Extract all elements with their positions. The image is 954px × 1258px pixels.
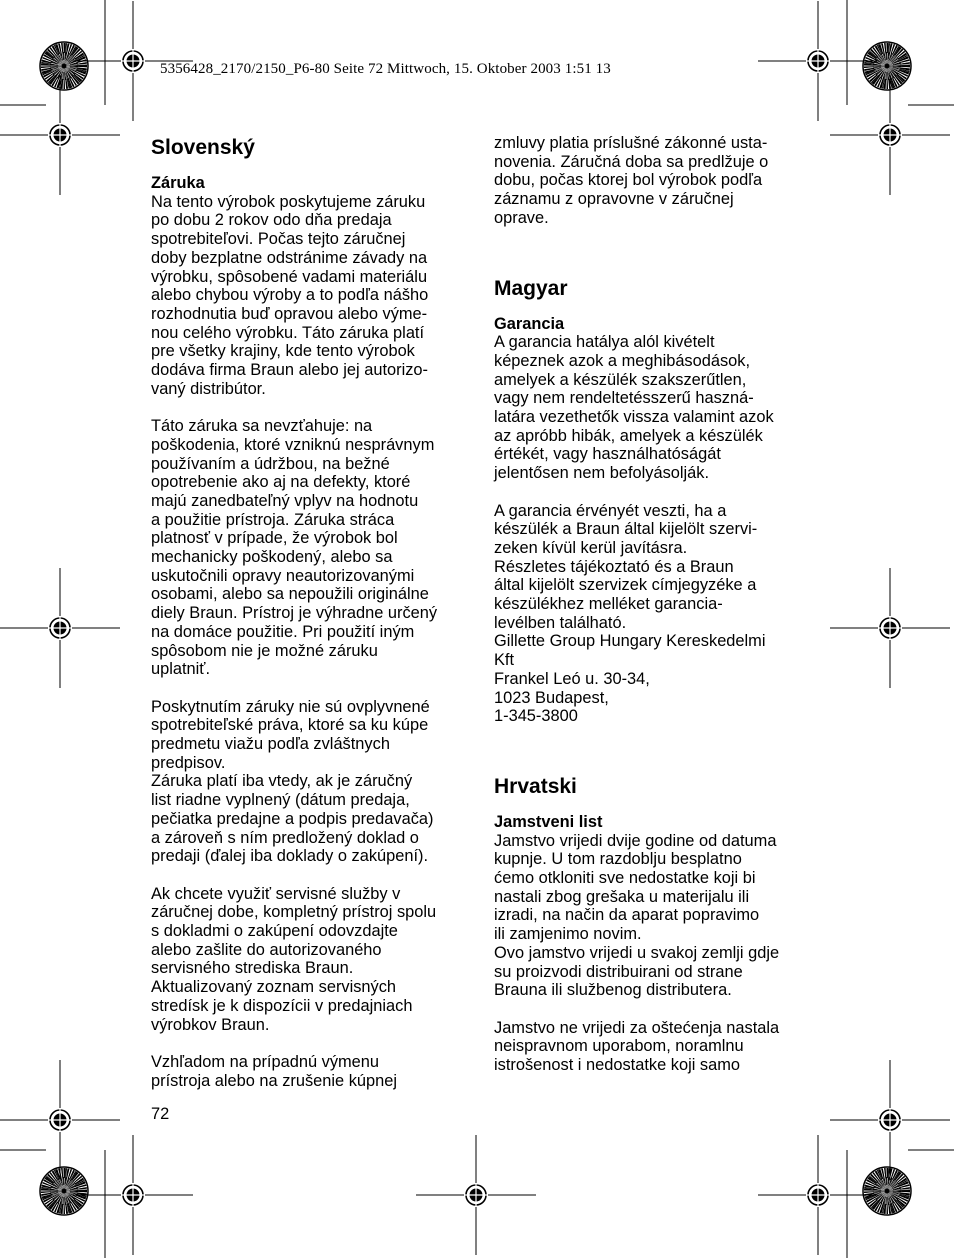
paragraph: Ak chcete využiť servisné služby v záručnej dobe, kompletný prístroj spolu s dokladmi o zakúpení odovzdajte alebo zašlite do autorizovaného servisného strediska Braun. Aktualizovaný zoznam servisných stredísk je k dispozícii v predajniach výrobkov Braun. [151,884,437,1034]
subsection-title-jamstveni-list: Jamstveni list [494,812,603,831]
paragraph: Vzhľadom na prípadnú výmenu prístroja alebo na zrušenie kúpnej [151,1052,398,1090]
paragraph: Jamstvo vrijedi dvije godine od datuma kupnje. U tom razdoblju besplatno ćemo otkloniti sve nedostatke koji bi nastali zbog grešaka u materijalu ili izradi, na način da aparat popravimo ili zamjenimo novim. Ovo jamstvo vrijedi u svakoj zemlji gdje su proizvodi distribuirani od strane Brauna ili službenog distributera. [494,831,780,1000]
paragraph-continuation: zmluvy platia príslušné zákonné usta- novenia. Záručná doba sa predlžuje o dobu, počas ktorej bol výrobok podľa záznamu z opravovne v záručnej oprave. [494,134,769,227]
paragraph: A garancia hatálya alól kivételt képeznek azok a meghibásodások, amelyek a készülék szakszerűtlen, vagy nem rendeltetésszerű haszná- latára vezethetők vissza valamint azok az apróbb hibák, amelyek a készülék értékét, vagy használhatóságát jelentősen nem befolyásolják. [494,333,774,483]
section-title-hrvatski: Hrvatski [494,774,577,798]
paragraph: Na tento výrobok poskytujeme záruku po dobu 2 rokov odo dňa predaja spotrebiteľovi. Počas tejto záručnej doby bezplatne odstránime závady na výrobku, spôsobené vadami materiálu alebo chybou výroby a to podľa nášho rozhodnutia buď opravou alebo výme- nou celého výrobku. Táto záruka platí pre všetky krajiny, kde tento výrobok dodáva firma Braun alebo jej autorizo- vaný distribútor. [151,192,429,398]
paragraph: Jamstvo ne vrijedi za oštećenja nastala neispravnom uporabom, noramlnu istrošenost i nedostatke koji samo [494,1018,780,1075]
left-column [151,134,471,1090]
right-column [494,134,814,1075]
section-title-slovensky: Slovenský [151,136,255,159]
subsection-title-garancia: Garancia [494,314,565,333]
paragraph: Poskytnutím záruky nie sú ovplyvnené spotrebiteľské práva, ktoré sa ku kúpe predmetu viažu podľa zvláštnych predpisov. Záruka platí iba vtedy, ak je záručný list riadne vyplnený (dátum predaja, pečiatka predajne a podpis predavača) a zároveň s ním predložený doklad o predaji (ďalej iba doklady o zakúpení). [151,697,434,866]
page-number: 72 [151,1105,170,1123]
paragraph: Táto záruka sa nevzťahuje: na poškodenia, ktoré vzniknú nesprávnym používaním a údržbou, na bežné opotrebenie ako aj na defekty, ktoré majú zanedbateľný vplyv na hodnotu a použitie prístroja. Záruka stráca platnosť v prípade, že výrobok bol mechanicky poškodený, alebo sa uskutočnili opravy neautorizovanými osobami, alebo sa nepoužili originálne diely Braun. Prístroj je výhradne určený na domáce použitie. Pri použití iným spôsobom nie je možné záruku uplatniť. [151,417,438,679]
section-title-magyar: Magyar [494,276,568,300]
paragraph: A garancia érvényét veszti, ha a készülék a Braun által kijelölt szervi- zeken kívül kerül javításra. Részletes tájékoztató és a Braun által kijelölt szervizek címjegyzéke a készülékhez melléket garancia- levélben található. Gillette Group Hungary Kereskedelmi Kft Frankel Leó u. 30-34, 1023 Budapest, 1-345-3800 [494,501,766,726]
subsection-title-zaruka: Záruka [151,174,205,192]
print-slug-header: 5356428_2170/2150_P6-80 Seite 72 Mittwoch, 15. Oktober 2003 1:51 13 [160,61,611,77]
